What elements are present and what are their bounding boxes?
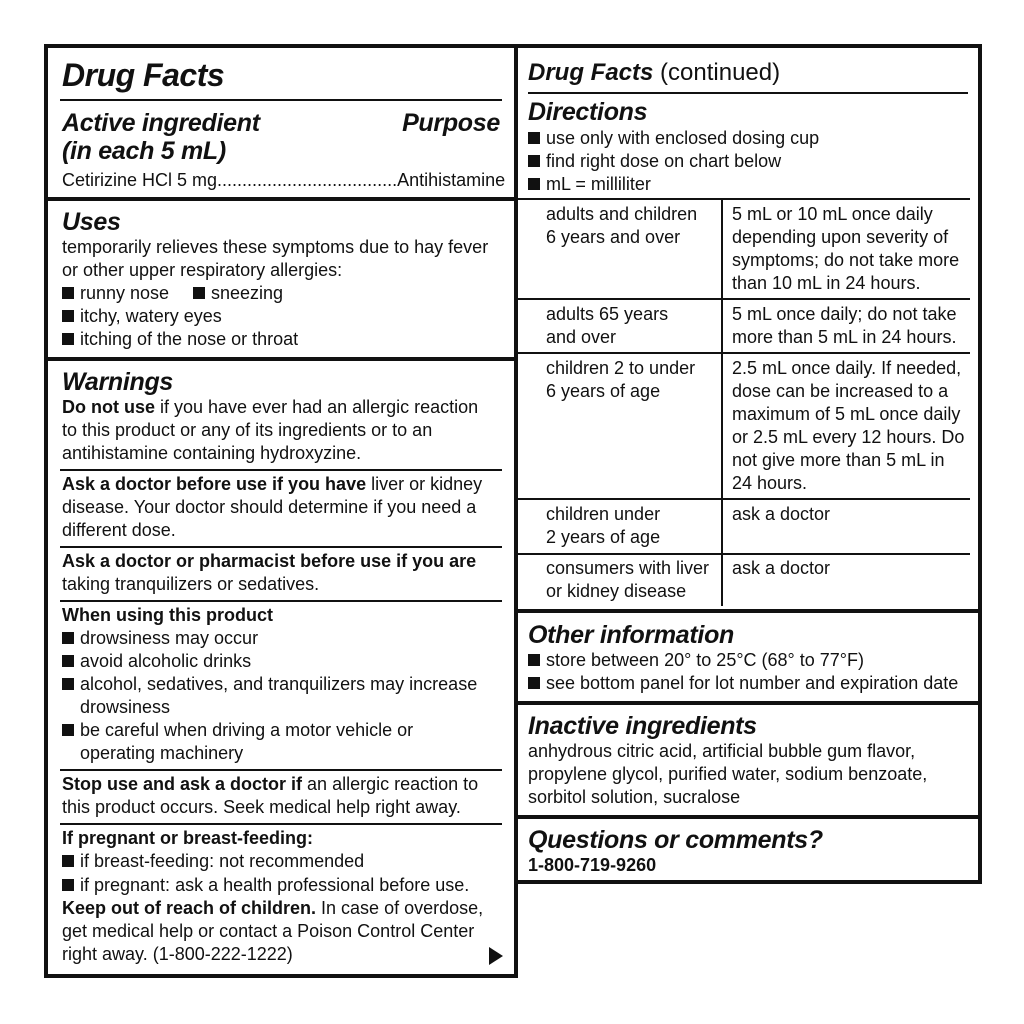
drug-facts-left-panel bbox=[44, 44, 518, 978]
bullet-square-icon bbox=[62, 724, 74, 736]
when-using-item: drowsiness may occur bbox=[62, 627, 258, 650]
do-not-use-line: to this product or any of its ingredients or to an bbox=[62, 420, 433, 440]
bullet-square-icon bbox=[62, 632, 74, 644]
directions-item: mL = milliliter bbox=[528, 173, 651, 196]
inactive-heading: Inactive ingredients bbox=[528, 712, 757, 740]
dose-table-who: adults and children 6 years and over bbox=[546, 204, 698, 247]
bullet-square-icon bbox=[62, 655, 74, 667]
ask-doctor-line: disease. Your doctor should determine if you need a bbox=[62, 497, 477, 517]
active-ingredient-heading: Active ingredient bbox=[62, 109, 260, 137]
table-column-divider bbox=[721, 198, 723, 606]
keep-out-line: Keep out of reach of children. In case of overdose, bbox=[62, 898, 484, 918]
when-using-item: be careful when driving a motor vehicle or bbox=[62, 719, 413, 742]
pregnant-heading: If pregnant or breast-feeding: bbox=[62, 828, 314, 848]
continued-title: Drug Facts (continued) bbox=[528, 59, 781, 86]
uses-item: itchy, watery eyes bbox=[62, 305, 222, 328]
warnings-heading: Warnings bbox=[62, 368, 174, 396]
dose-table-dose: 5 mL once daily; do not take more than 5 mL in 24 hours. bbox=[732, 304, 957, 347]
ask-pharmacist-line: Ask a doctor or pharmacist before use if you are bbox=[62, 551, 477, 571]
warnings-rule bbox=[60, 769, 502, 771]
when-using-item-cont: drowsiness bbox=[80, 697, 171, 717]
dose-table-dose: ask a doctor bbox=[732, 504, 831, 524]
when-using-heading: When using this product bbox=[62, 605, 273, 625]
dose-table-dose: 5 mL or 10 mL once daily depending upon severity of symptoms; do not take more than 10 mL in 24 hours. bbox=[732, 204, 960, 293]
warnings-rule bbox=[60, 600, 502, 602]
uses-heading: Uses bbox=[62, 208, 121, 236]
ask-pharmacist-line: taking tranquilizers or sedatives. bbox=[62, 574, 320, 594]
dose-table-who: consumers with liver or kidney disease bbox=[546, 558, 710, 601]
ingredient-name: Cetirizine HCl 5 mg bbox=[62, 170, 218, 190]
do-not-use-line: antihistamine containing hydroxyzine. bbox=[62, 443, 362, 463]
section-divider bbox=[518, 609, 978, 613]
directions-heading: Directions bbox=[528, 98, 648, 126]
dose-table-dose: ask a doctor bbox=[732, 558, 831, 578]
drug-facts-right-panel bbox=[514, 44, 982, 884]
dose-table-dose: 2.5 mL once daily. If needed, dose can be increased to a maximum of 5 mL once daily or 2.5 mL every 12 hours. Do not give more than 5 mL in 24 hours. bbox=[732, 358, 965, 493]
bullet-square-icon bbox=[62, 678, 74, 690]
warnings-rule bbox=[60, 469, 502, 471]
section-divider bbox=[518, 701, 978, 705]
do-not-use-line: Do not use if you have ever had an allergic reaction bbox=[62, 397, 479, 417]
uses-item: sneezing bbox=[193, 282, 283, 305]
bullet-square-icon bbox=[528, 677, 540, 689]
when-using-item-cont: operating machinery bbox=[80, 743, 244, 763]
title-rule bbox=[528, 92, 968, 94]
other-info-heading: Other information bbox=[528, 621, 735, 649]
other-info-item: store between 20° to 25°C (68° to 77°F) bbox=[528, 649, 864, 672]
bullet-square-icon bbox=[528, 155, 540, 167]
table-rule bbox=[518, 298, 970, 300]
section-divider bbox=[48, 197, 514, 201]
table-rule bbox=[518, 352, 970, 354]
ingredient-purpose: Antihistamine bbox=[397, 170, 506, 190]
table-rule bbox=[518, 198, 970, 200]
uses-item: runny nose bbox=[62, 282, 169, 305]
warnings-rule bbox=[60, 823, 502, 825]
bullet-square-icon bbox=[528, 132, 540, 144]
questions-heading: Questions or comments? bbox=[528, 826, 823, 854]
when-using-item: avoid alcoholic drinks bbox=[62, 650, 251, 673]
leader-dots: .................................... bbox=[217, 170, 398, 190]
pregnant-item: if pregnant: ask a health professional before use. bbox=[62, 874, 469, 897]
dose-table-who: adults 65 years and over bbox=[546, 304, 669, 347]
continue-arrow-icon bbox=[489, 947, 503, 965]
inactive-line: propylene glycol, purified water, sodium benzoate, bbox=[528, 764, 928, 784]
uses-line: or other upper respiratory allergies: bbox=[62, 260, 343, 280]
active-ingredient-subheading: (in each 5 mL) bbox=[62, 137, 226, 165]
table-rule bbox=[518, 553, 970, 555]
stop-use-line: this product occurs. Seek medical help right away. bbox=[62, 797, 461, 817]
active-ingredient-line bbox=[62, 169, 505, 192]
when-using-item: alcohol, sedatives, and tranquilizers may increase bbox=[62, 673, 477, 696]
section-divider bbox=[518, 815, 978, 819]
directions-item: use only with enclosed dosing cup bbox=[528, 127, 819, 150]
stop-use-line: Stop use and ask a doctor if an allergic reaction to bbox=[62, 774, 479, 794]
bullet-square-icon bbox=[62, 333, 74, 345]
bullet-square-icon bbox=[62, 879, 74, 891]
uses-item: itching of the nose or throat bbox=[62, 328, 298, 351]
bullet-square-icon bbox=[62, 855, 74, 867]
keep-out-line: right away. (1-800-222-1222) bbox=[62, 944, 293, 964]
bullet-square-icon bbox=[193, 287, 205, 299]
warnings-rule bbox=[60, 546, 502, 548]
dose-table-who: children 2 to under 6 years of age bbox=[546, 358, 696, 401]
directions-item: find right dose on chart below bbox=[528, 150, 781, 173]
dose-table-who: children under 2 years of age bbox=[546, 504, 661, 547]
ask-doctor-line: Ask a doctor before use if you have liver or kidney bbox=[62, 474, 483, 494]
bullet-square-icon bbox=[62, 310, 74, 322]
keep-out-line: get medical help or contact a Poison Control Center bbox=[62, 921, 475, 941]
drug-facts-title: Drug Facts bbox=[62, 57, 225, 93]
inactive-line: anhydrous citric acid, artificial bubble gum flavor, bbox=[528, 741, 916, 761]
table-rule bbox=[518, 498, 970, 500]
bullet-square-icon bbox=[528, 178, 540, 190]
section-divider bbox=[48, 357, 514, 361]
inactive-line: sorbitol solution, sucralose bbox=[528, 787, 741, 807]
pregnant-item: if breast-feeding: not recommended bbox=[62, 850, 364, 873]
uses-line: temporarily relieves these symptoms due to hay fever bbox=[62, 237, 489, 257]
title-rule bbox=[60, 99, 502, 101]
other-info-item: see bottom panel for lot number and expiration date bbox=[528, 672, 958, 695]
bullet-square-icon bbox=[528, 654, 540, 666]
questions-phone[interactable]: 1-800-719-9260 bbox=[528, 855, 657, 875]
purpose-heading: Purpose bbox=[402, 109, 500, 137]
bullet-square-icon bbox=[62, 287, 74, 299]
ask-doctor-line: different dose. bbox=[62, 520, 176, 540]
